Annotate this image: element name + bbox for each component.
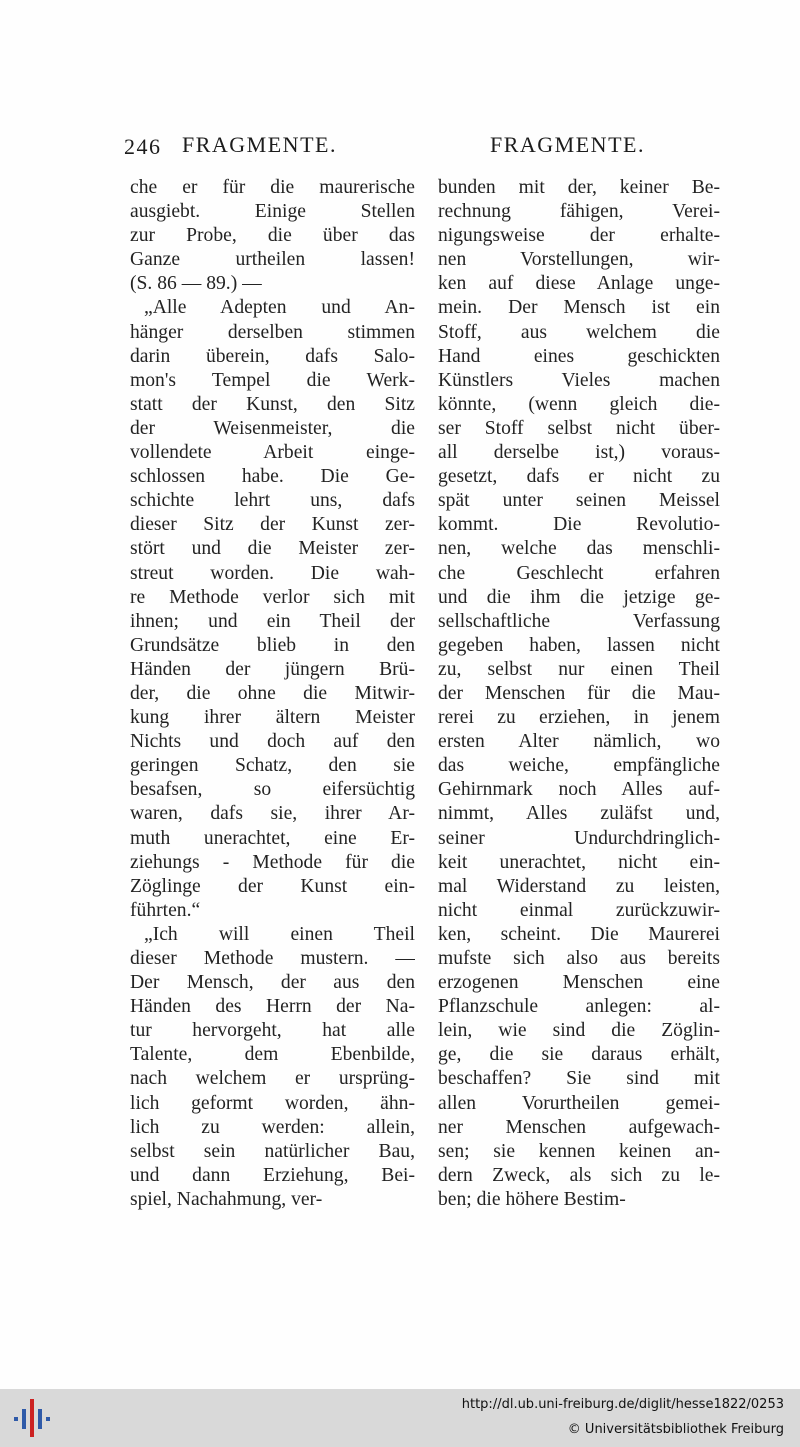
- document-url[interactable]: http://dl.ub.uni-freiburg.de/diglit/hesse1822/0253: [461, 1397, 784, 1412]
- right-column-line: Künstlers Vieles machen: [438, 369, 720, 391]
- left-column-line: hänger derselben stimmen: [130, 321, 415, 343]
- left-column-line: Grundsätze blieb in den: [130, 634, 415, 656]
- left-column-line: dieser Sitz der Kunst zer-: [130, 514, 415, 536]
- right-column-line: mal Widerstand zu leisten,: [438, 875, 720, 897]
- left-column-line: selbst sein natürlicher Bau,: [130, 1140, 415, 1162]
- left-column-line: der, die ohne die Mitwir-: [130, 682, 415, 704]
- left-column-line: mon's Tempel die Werk-: [130, 369, 415, 391]
- left-column-line: Händen der jüngern Brü-: [130, 658, 415, 680]
- left-column-line: ausgiebt. Einige Stellen: [130, 201, 415, 223]
- right-column-line: seiner Undurchdringlich-: [438, 827, 720, 849]
- right-column-line: Gehirnmark noch Alles auf-: [438, 779, 720, 801]
- left-column-line: dieser Methode mustern. —: [130, 948, 415, 969]
- right-column-line: rerei zu erziehen, in jenem: [438, 707, 720, 729]
- copyright-notice: © Universitätsbibliothek Freiburg: [567, 1422, 784, 1437]
- right-column-line: all derselbe ist,) voraus-: [438, 442, 720, 464]
- right-column-line: der Menschen für die Mau-: [438, 682, 720, 704]
- left-column-line: Talente, dem Ebenbilde,: [130, 1044, 415, 1066]
- right-column-line: dern Zweck, als sich zu le-: [438, 1164, 720, 1186]
- right-column-line: gegeben haben, lassen nicht: [438, 634, 720, 656]
- left-column-line: kung ihrer ältern Meister: [130, 707, 415, 729]
- right-column-line: ner Menschen aufgewach-: [438, 1116, 720, 1138]
- right-column-line: Stoff, aus welchem die: [438, 321, 720, 343]
- ub-freiburg-logo-icon: [12, 1397, 52, 1439]
- right-column-line: allen Vorurtheilen gemei-: [438, 1092, 720, 1114]
- right-column-line: zu, selbst nur einen Theil: [438, 658, 720, 680]
- left-column-line: waren, dafs sie, ihrer Ar-: [130, 803, 415, 825]
- right-column-line: che Geschlecht erfahren: [438, 562, 720, 584]
- right-column-line: Hand eines geschickten: [438, 345, 720, 367]
- left-column-line: „Alle Adepten und An-: [144, 297, 415, 319]
- running-header: [0, 128, 800, 162]
- viewer-footer-bar: [0, 1389, 800, 1447]
- left-column-line: nach welchem er ursprüng-: [130, 1068, 415, 1090]
- left-column-line: schichte lehrt uns, dafs: [130, 490, 415, 512]
- right-column-line: Pflanzschule anlegen: al-: [438, 996, 720, 1018]
- right-column-line: lein, wie sind die Zöglin-: [438, 1020, 720, 1042]
- right-column-line: ken auf diese Anlage unge-: [438, 273, 720, 295]
- left-column-line: re Methode verlor sich mit: [130, 586, 415, 608]
- right-column-line: keit unerachtet, nicht ein-: [438, 851, 720, 873]
- left-column-line: che er für die maurerische: [130, 177, 415, 198]
- left-column-line: ihnen; und ein Theil der: [130, 610, 415, 632]
- left-column-line: muth unerachtet, eine Er-: [130, 827, 415, 849]
- right-column-line: nicht einmal zurückzuwir-: [438, 899, 720, 921]
- left-column-line: lich zu werden: allein,: [130, 1116, 415, 1138]
- right-column-line: mein. Der Mensch ist ein: [438, 297, 720, 319]
- right-column-line: nigungsweise der erhalte-: [438, 225, 720, 247]
- right-column-line: könnte, (wenn gleich die-: [438, 393, 720, 415]
- right-column-line: kommt. Die Revolutio-: [438, 514, 720, 536]
- right-column-line: ersten Alter nämlich, wo: [438, 731, 720, 753]
- right-column-line: nen, welche das menschli-: [438, 538, 720, 560]
- left-column-line: lich geformt worden, ähn-: [130, 1092, 415, 1114]
- page-number: 246: [124, 134, 162, 159]
- running-title-left: FRAGMENTE.: [182, 132, 337, 157]
- right-column-line: und die ihm die jetzige ge-: [438, 586, 720, 608]
- left-column-line: Händen des Herrn der Na-: [130, 996, 415, 1018]
- left-column-line: besafsen, so eifersüchtig: [130, 779, 415, 801]
- left-column-line: tur hervorgeht, hat alle: [130, 1020, 415, 1042]
- left-column-line: spiel, Nachahmung, ver-: [130, 1188, 323, 1210]
- right-column-line: erzogenen Menschen eine: [438, 972, 720, 994]
- right-column-line: bunden mit der, keiner Be-: [438, 177, 720, 198]
- left-column-line: darin überein, dafs Salo-: [130, 345, 415, 367]
- left-column-line: und dann Erziehung, Bei-: [130, 1164, 415, 1186]
- right-column-line: nimmt, Alles zuläfst und,: [438, 803, 720, 825]
- left-column-line: der Weisenmeister, die: [130, 417, 415, 439]
- right-column-line: beschaffen? Sie sind mit: [438, 1068, 720, 1090]
- left-column-line: vollendete Arbeit einge-: [130, 442, 415, 464]
- right-column-line: gesetzt, dafs er nicht zu: [438, 466, 720, 488]
- right-column-line: sen; sie kennen keinen an-: [438, 1140, 720, 1162]
- text-column-right: [438, 176, 720, 1212]
- right-column-line: ben; die höhere Bestim-: [438, 1188, 626, 1210]
- left-column-line: führten.“: [130, 899, 201, 921]
- left-column-line: Zöglinge der Kunst ein-: [130, 875, 415, 897]
- right-column-line: spät unter seinen Meissel: [438, 490, 720, 512]
- left-column-line: zur Probe, die über das: [130, 225, 415, 247]
- right-column-line: nen Vorstellungen, wir-: [438, 249, 720, 271]
- left-column-line: statt der Kunst, den Sitz: [130, 393, 415, 415]
- left-column-line: geringen Schatz, den sie: [130, 755, 415, 777]
- left-column-line: schlossen habe. Die Ge-: [130, 466, 415, 488]
- running-title-right: FRAGMENTE.: [490, 132, 645, 157]
- right-column-line: ken, scheint. Die Maurerei: [438, 923, 720, 945]
- right-column-line: das weiche, empfängliche: [438, 755, 720, 777]
- right-column-line: mufste sich also aus bereits: [438, 948, 720, 969]
- left-column-line: „Ich will einen Theil: [144, 923, 415, 945]
- left-column-line: ziehungs - Methode für die: [130, 851, 415, 873]
- right-column-line: rechnung fähigen, Verei-: [438, 201, 720, 223]
- right-column-line: ge, die sie daraus erhält,: [438, 1044, 720, 1066]
- left-column-line: stört und die Meister zer-: [130, 538, 415, 560]
- right-column-line: sellschaftliche Verfassung: [438, 610, 720, 632]
- left-column-line: (S. 86 — 89.) —: [130, 273, 262, 295]
- right-column-line: ser Stoff selbst nicht über-: [438, 417, 720, 439]
- left-column-line: streut worden. Die wah-: [130, 562, 415, 584]
- text-column-left: [130, 176, 415, 1212]
- left-column-line: Ganze urtheilen lassen!: [130, 249, 415, 271]
- left-column-line: Nichts und doch auf den: [130, 731, 415, 753]
- left-column-line: Der Mensch, der aus den: [130, 972, 415, 994]
